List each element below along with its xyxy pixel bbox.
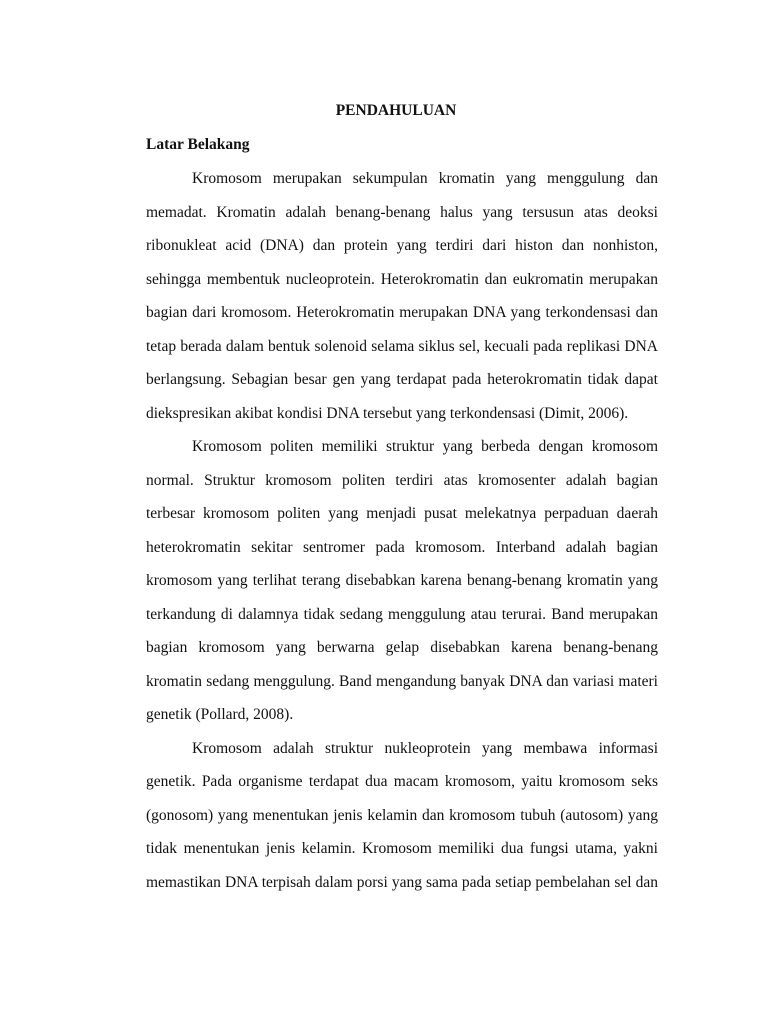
paragraph-line: ribonukleat acid (DNA) dan protein yang terdiri dari histon dan nonhiston, (146, 237, 658, 254)
page-title: PENDAHULUAN (335, 102, 457, 119)
paragraph-line: heterokromatin sekitar sentromer pada kromosom. Interband adalah bagian (146, 539, 658, 556)
section-title: Latar Belakang (146, 136, 250, 153)
paragraph-line: genetik (Pollard, 2008). (146, 706, 294, 723)
paragraph-line: memastikan DNA terpisah dalam porsi yang sama pada setiap pembelahan sel dan (146, 874, 658, 891)
paragraph-line: genetik. Pada organisme terdapat dua macam kromosom, yaitu kromosom seks (146, 773, 658, 790)
paragraph-line: memadat. Kromatin adalah benang-benang halus yang tersusun atas deoksi (146, 204, 658, 221)
paragraph-line: Kromosom merupakan sekumpulan kromatin yang menggulung dan (192, 170, 658, 187)
paragraph-line: (gonosom) yang menentukan jenis kelamin dan kromosom tubuh (autosom) yang (146, 807, 658, 824)
paragraph-line: diekspresikan akibat kondisi DNA tersebut yang terkondensasi (Dimit, 2006). (146, 405, 629, 422)
paragraph-line: bagian kromosom yang berwarna gelap disebabkan karena benang-benang (146, 639, 658, 656)
paragraph-line: sehingga membentuk nucleoprotein. Heterokromatin dan eukromatin merupakan (146, 271, 658, 288)
paragraph-line: kromosom yang terlihat terang disebabkan karena benang-benang kromatin yang (146, 572, 658, 589)
paragraph-line: Kromosom adalah struktur nukleoprotein yang membawa informasi (192, 740, 658, 757)
paragraph-line: terkandung di dalamnya tidak sedang menggulung atau terurai. Band merupakan (146, 606, 658, 623)
paragraph-line: terbesar kromosom politen yang menjadi pusat melekatnya perpaduan daerah (146, 505, 658, 522)
paragraph-line: Kromosom politen memiliki struktur yang berbeda dengan kromosom (192, 438, 658, 455)
paragraph-line: bagian dari kromosom. Heterokromatin merupakan DNA yang terkondensasi dan (146, 304, 658, 321)
paragraph-line: berlangsung. Sebagian besar gen yang terdapat pada heterokromatin tidak dapat (146, 371, 658, 388)
paragraph-line: normal. Struktur kromosom politen terdiri atas kromosenter adalah bagian (146, 472, 658, 489)
paragraph-line: tetap berada dalam bentuk solenoid selama siklus sel, kecuali pada replikasi DNA (146, 338, 658, 355)
paragraph-line: tidak menentukan jenis kelamin. Kromosom memiliki dua fungsi utama, yakni (146, 840, 658, 857)
paragraph-line: kromatin sedang menggulung. Band mengandung banyak DNA dan variasi materi (146, 673, 658, 690)
